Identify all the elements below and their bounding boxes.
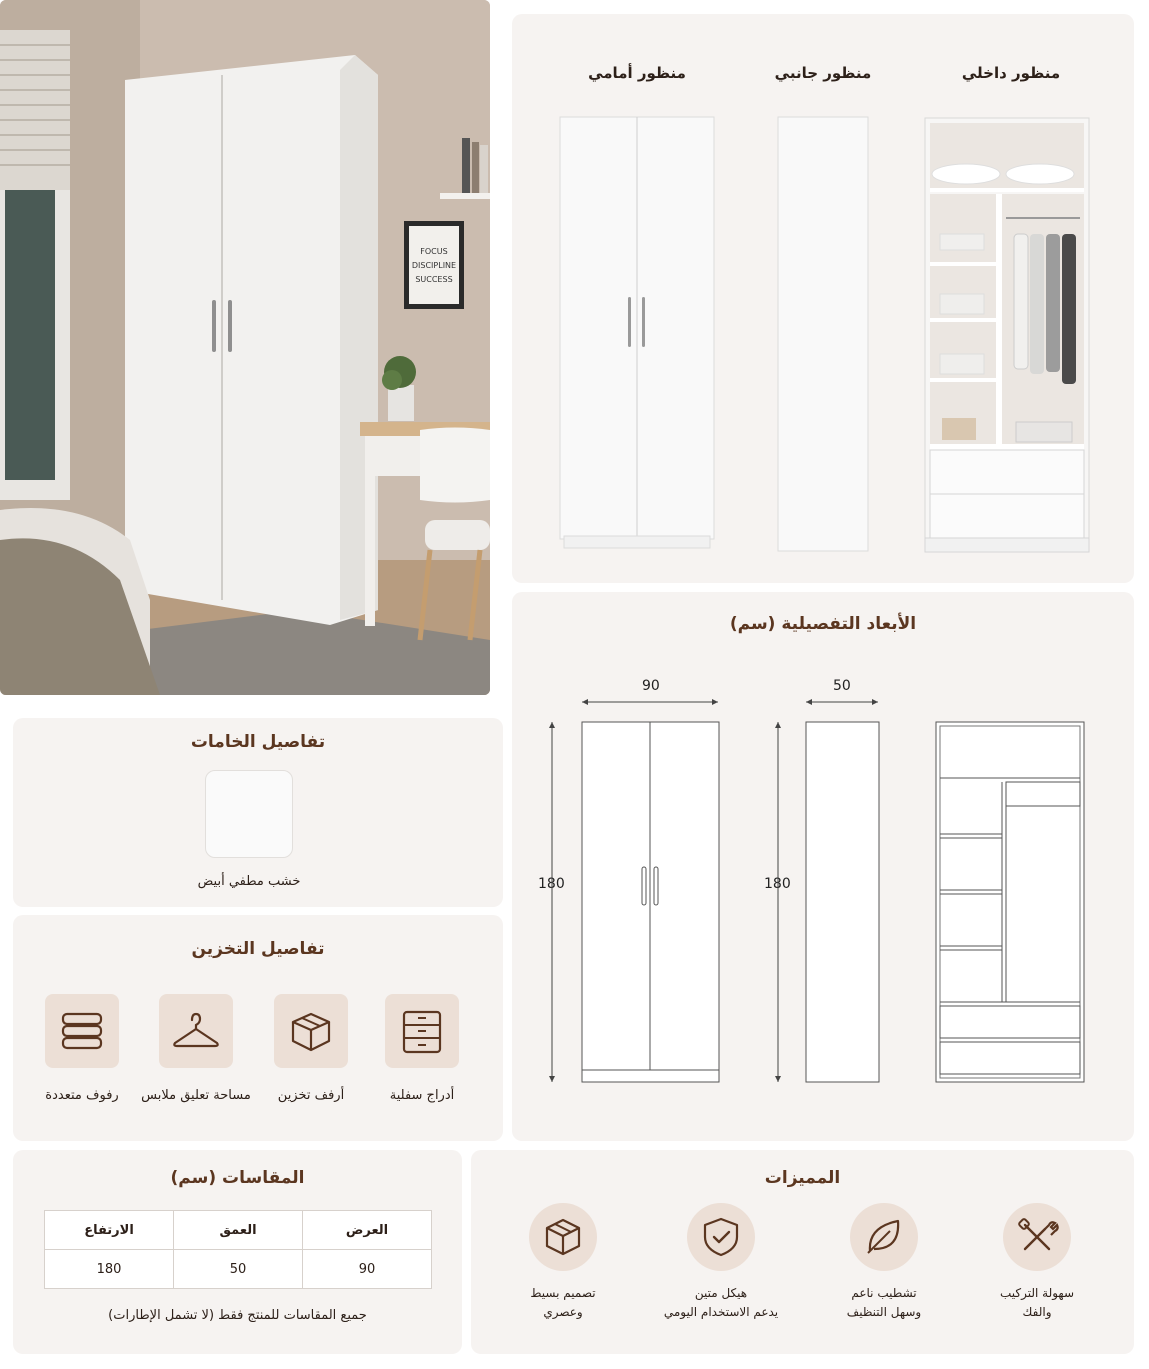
front-width-label: 90 bbox=[642, 678, 660, 694]
poster-line-3: SUCCESS bbox=[415, 275, 453, 284]
feature-tools-line2: والفك bbox=[1022, 1305, 1052, 1319]
views-panel bbox=[512, 14, 1134, 583]
side-height-label: 180 bbox=[764, 876, 791, 892]
storage-item-shelves-label: رفوف متعددة bbox=[45, 1088, 119, 1103]
measurements-title: المقاسات (سم) bbox=[170, 1168, 305, 1188]
measurements-panel bbox=[13, 1150, 462, 1354]
storage-item-box bbox=[274, 994, 348, 1068]
feature-design bbox=[529, 1203, 597, 1271]
storage-item-hanger-label: مساحة تعليق ملابس bbox=[141, 1088, 251, 1103]
materials-panel bbox=[13, 718, 503, 907]
storage-item-box-label: أرفف تخزين bbox=[277, 1088, 345, 1103]
material-swatch bbox=[205, 770, 293, 858]
header-depth: العمق bbox=[174, 1211, 303, 1250]
tools-icon bbox=[1003, 1203, 1071, 1271]
feature-sturdy-line2: يدعم الاستخدام اليومي bbox=[663, 1305, 779, 1319]
feature-sturdy-line1: هيكل متين bbox=[694, 1286, 748, 1300]
drawers-icon bbox=[385, 994, 459, 1068]
leaf-icon bbox=[850, 1203, 918, 1271]
poster-line-1: FOCUS bbox=[420, 247, 448, 256]
value-width: 90 bbox=[303, 1250, 432, 1289]
front-view-title: منظور أمامي bbox=[588, 64, 686, 82]
table-header-row bbox=[45, 1211, 432, 1250]
table-row bbox=[45, 1250, 432, 1289]
dimensions-panel bbox=[512, 592, 1134, 1141]
feature-finish-line2: وسهل التنظيف bbox=[846, 1305, 922, 1319]
front-view-drawing bbox=[556, 114, 716, 554]
feature-sturdy bbox=[687, 1203, 755, 1271]
storage-item-hanger bbox=[159, 994, 233, 1068]
shield-check-icon bbox=[687, 1203, 755, 1271]
storage-item-drawers-label: أدراج سفلية bbox=[389, 1088, 455, 1103]
dimensions-title: الأبعاد التفصيلية (سم) bbox=[729, 614, 917, 634]
side-view-title: منظور جانبي bbox=[774, 64, 872, 82]
features-panel bbox=[471, 1150, 1134, 1354]
storage-item-shelves bbox=[45, 994, 119, 1068]
cube-icon bbox=[529, 1203, 597, 1271]
measurements-note: جميع المقاسات للمنتج فقط (لا تشمل الإطارات) bbox=[108, 1308, 367, 1323]
storage-item-drawers bbox=[385, 994, 459, 1068]
feature-design-line2: وعصري bbox=[543, 1305, 583, 1319]
feature-finish bbox=[850, 1203, 918, 1271]
feature-design-line1: تصميم بسيط bbox=[530, 1286, 596, 1300]
value-depth: 50 bbox=[174, 1250, 303, 1289]
feature-tools-line1: سهولة التركيب bbox=[999, 1286, 1075, 1300]
box-icon bbox=[274, 994, 348, 1068]
bedroom-scene-illustration bbox=[0, 0, 490, 695]
feature-tools bbox=[1003, 1203, 1071, 1271]
front-height-label: 180 bbox=[538, 876, 565, 892]
dimension-drawings bbox=[512, 592, 1134, 1141]
storage-panel bbox=[13, 915, 503, 1141]
features-title: المميزات bbox=[764, 1168, 841, 1188]
hanger-icon bbox=[159, 994, 233, 1068]
side-depth-label: 50 bbox=[833, 678, 851, 694]
materials-title: تفاصيل الخامات bbox=[190, 732, 326, 752]
interior-view-title: منظور داخلي bbox=[961, 64, 1061, 82]
poster-line-2: DISCIPLINE bbox=[411, 261, 457, 270]
value-height: 180 bbox=[45, 1250, 174, 1289]
feature-finish-line1: تشطيب ناعم bbox=[851, 1286, 917, 1300]
interior-view-drawing bbox=[922, 114, 1092, 554]
product-photo bbox=[0, 0, 490, 695]
material-swatch-label: خشب مطفي أبيض bbox=[197, 874, 301, 889]
measurements-table bbox=[44, 1210, 432, 1289]
header-width: العرض bbox=[303, 1211, 432, 1250]
side-view-drawing bbox=[774, 114, 870, 554]
header-height: الارتفاع bbox=[45, 1211, 174, 1250]
storage-title: تفاصيل التخزين bbox=[191, 939, 325, 959]
stacked-clothes-icon bbox=[45, 994, 119, 1068]
